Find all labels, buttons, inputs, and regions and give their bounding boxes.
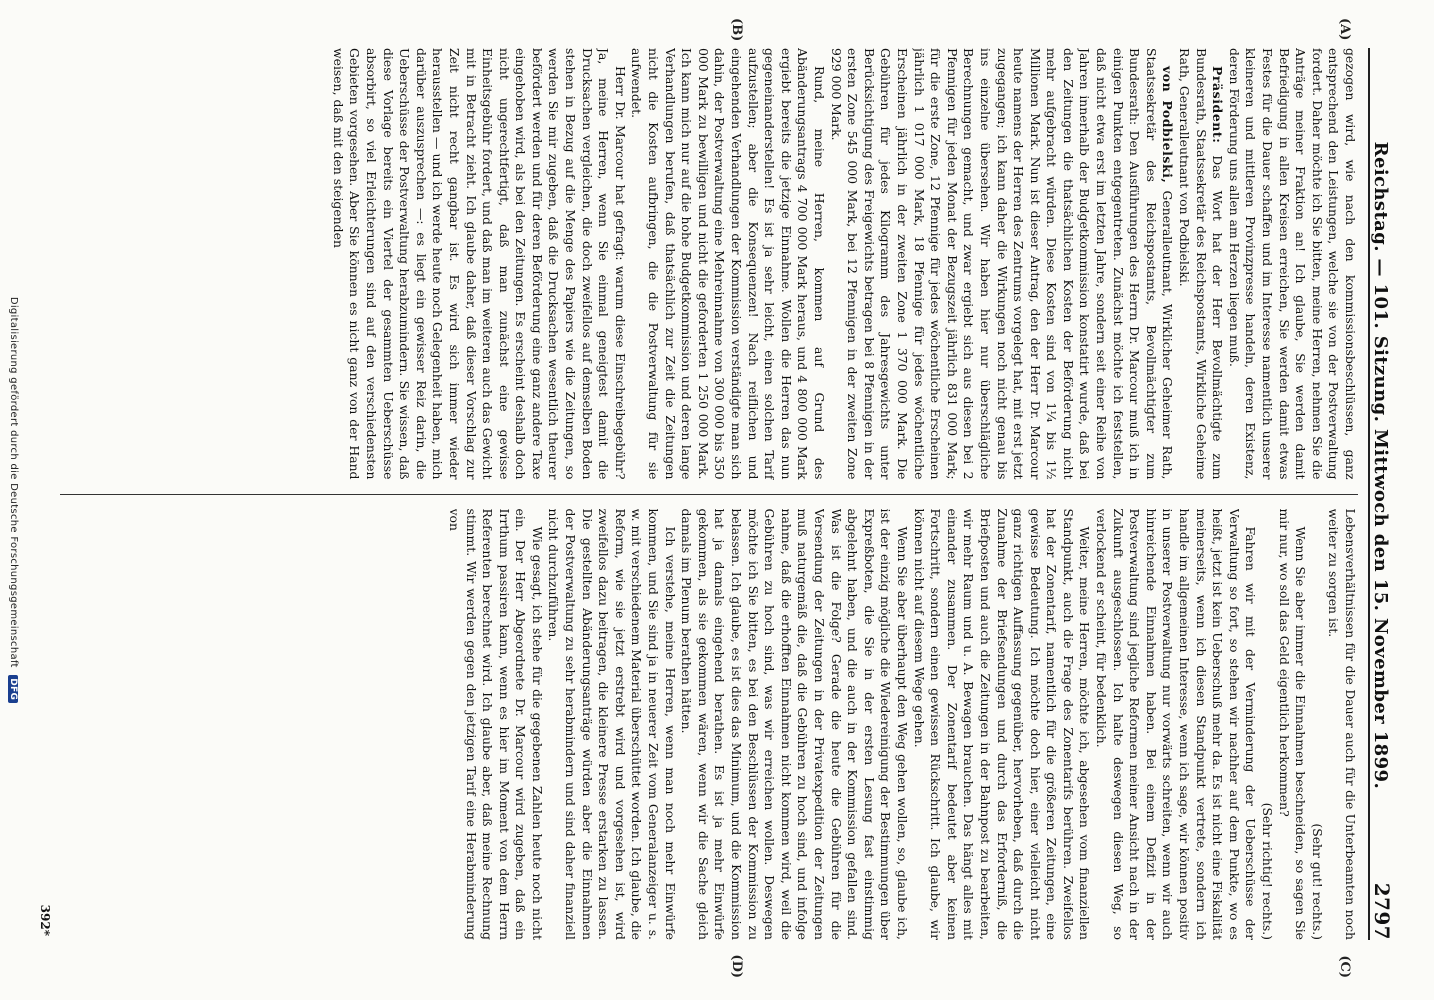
right-column [60, 509, 1358, 941]
margin-marker-b: (B) [729, 18, 744, 42]
page-number: 2797 [1370, 882, 1394, 940]
digitization-footer [8, 0, 19, 1000]
paragraph: Herr Dr. Marcour hat gefragt: warum diese Einschreibegebühr? Ja, meine Herren, wenn Sie einmal geneigtest damit die Drucksachen vergleichen, die doch zweifellos auf demselben Boden stehen in Bezug auf die Menge des Papiers wie die Zeitungen, so werden Sie mir zugeben, daß die Drucksachen wesentlich theurer befördert werden und für deren Beförderung eine ganz andere Taxe eingehoben wird, als bei den Zeitungen. Es erscheint deshalb doch nicht ungerechtfertigt, daß man zunächst eine gewisse Einheitsgebühr fordert, und daß man im weiteren auch das Gewicht mit in Betracht zieht. Ich glaube daher, daß dieser Vorschlag zur Zeit nicht recht gangbar ist. Es wird sich immer wieder herausstellen — und ich werde heute noch Gelegenheit haben, mich darüber auszusprechen —: es liegt ein gewisser Reiz darin, die Ueberschüsse der Postverwaltung herabzumindern. Sie wissen, daß diese Vorlage bereits ein Viertel der gesammten Ueberschüsse absorbirt, so viel Erleichterungen sind auf den verschiedensten Gebieten vorgesehen. Aber Sie können es nicht ganz von der Hand weisen, daß mit den steigenden [330, 48, 628, 480]
margin-marker-c: (C) [1337, 955, 1352, 978]
speaker-name: Präsident: [1210, 66, 1226, 144]
dfg-logo-icon: DFG [8, 675, 18, 703]
paragraph: Wenn Sie aber überhaupt den Weg gehen wollen, so, glaube ich, ist der einzig mögliche die Wiedereinigung der Bestimmungen über Expreßboten, die Sie in der ersten Lesung fast einstimmig abgelehnt haben, und die auch in der Kommission gefallen sind. Was ist die Folge? Gerade die heute die Gebühren für die Versendung der Zeitungen in der Privatexpedition der Zeitungen muß naturgemäß die, daß die Gebühren zu hoch sind, und infolge nahme, daß die erhofften Einnahmen nicht kommen wird, weil die Gebühren zu hoch sind, was wir erreichen wollen. Deswegen möchte ich Sie bitten, es bei den Beschlüssen der Kommission zu belassen. Ich glaube, es ist dies das Minimum, und die Kommission hat ja damals eingehend berathen. Es ist ja mehr Einwürfe gekommen, als sie gekommen wären, wenn wir die Sache gleich damals im Plenum berathen hätten. [679, 508, 910, 940]
column-divider [60, 494, 1358, 495]
page-header [1368, 48, 1404, 940]
paragraph-text: Das Wort hat der Herr Bevollmächtigte zum Bundesrath, Staatssekretär des Reichspostamts, Wirkliche Geheime Rath, Generalleutnant von Podbielski. [1177, 48, 1226, 480]
left-column [60, 48, 1358, 480]
header-title: Reichstag. — 101. Sitzung. Mittwoch den 15. November 1899. [1370, 141, 1391, 790]
margin-marker-a: (A) [1337, 18, 1352, 41]
paragraph: Weiter, meine Herren, möchte ich, abgesehen vom finanziellen Standpunkt, auch die Frage des Zonentarifs berühren. Zweifellos hat der Zonentarif, namentlich für die größeren Zeitungen, eine gewisse Bedeutung. Ich möchte doch hier, einer vielleicht nicht ganz richtigen Auffassung gegenüber, hervorheben, daß durch die Zunahme der Briefsendungen und durch das Erforderniß, die Briefposten und auch die Zeitungen in der Bahnpost zu bearbeiten, wir mehr Raum und u. A. Bewagen brauchen. Das hängt alles mit einander zusammen. Der Zonentarif bedeutet aber keinen Fortschritt, sondern einen gewissen Rückschritt. Ich glaube, wir können nicht auf diesem Wege gehen. [911, 508, 1093, 940]
reaction: (Sehr richtig! rechts.) [1260, 802, 1276, 940]
paragraph [1175, 48, 1225, 480]
footer-text: Digitalisierung gefördert durch die Deutsche Forschungsgemeinschaft [8, 296, 19, 668]
paragraph: Ich verstehe, meine Herren, wenn man noch mehr Einwürfe kommen, und Sie sind ja in neuerer Zeit vom Generalanzeiger u. s. w. mit verschiedenem Material überschüttet worden. Ich glaube, die Reform, wie sie jetzt erstrebt wird und vorgesehen ist, wird zweifellos dazu beitragen, die kleinere Presse erstarken zu lassen. Die gestellten Abänderungsanträge würden aber die Einnahmen der Postverwaltung zu sehr herabmindern und sind daher finanziell nicht durchzuführen. [546, 508, 678, 940]
paragraph: Rund, meine Herren, kommen auf Grund des Abänderungsantrags 4 700 000 Mark heraus, und 4 800 000 Mark ergiebt bereits die jetzige Einnahme. Wollen die Herren das nun gegeneinanderstellen! Es ist ja sehr leicht, einen solchen Tarif aufzustellen; aber die Konsequenzen! Nach reiflichen und eingehenden Verhandlungen der Kommission verständigte man sich dahin, der Postverwaltung eine Mehreinnahme von 300 000 bis 350 000 Mark zu bewilligen und nicht die geforderten 1 250 000 Mark. Ich kann mich nur auf die hohe Budgetkommission und deren lange Verhandlungen berufen, daß thatsächlich zur Zeit die Zeitungen nicht die Kosten aufbringen, die die Postverwaltung für sie aufwendet. [629, 48, 827, 480]
paragraph [827, 48, 1175, 480]
paragraph: Lebensverhältnissen für die Dauer auch für die Unterbeamten noch weiter zu sorgen ist. [1326, 508, 1358, 940]
paragraph-text: Generalleutnant, Wirklicher Geheimer Rath, Staatssekretär des Reichspostamts, Bevollmächtigter zum Bundesrath: Den Ausführungen des Herrn Dr. Marcour muß ich in einigen Punkten entgegentreten. Zunächst möchte ich feststellen, daß nicht etwa erst im letzten Jahre, sondern seit einer Reihe von Jahren innerhalb der Budgetkommission konstatirt wurde, daß bei den Zeitungen die thatsächlichen Kosten der Beförderung nicht mehr aufgebracht würden. Diese Kosten sind von 1¼ bis 1½ Millionen Mark. Nun ist dieser Antrag, den der Herr Dr. Marcour heute namens der Herren des Zentrums vorgelegt hat, mit erst jetzt zugegangen; ich kann daher die Wirkungen noch nicht genau bis ins einzelne übersehen. Wir haben hier nur überschlägliche Berechnungen gemacht, und zwar ergiebt sich aus diesen bei 2 Pfennigen für jeden Monat der Bezugszeit jährlich 831 000 Mark; für die erste Zone, 12 Pfennige für jedes wöchentliche Erscheinen jährlich 1 017 000 Mark, 18 Pfennige für jedes wöchentliche Erscheinen jährlich in der zweiten Zone 1 370 000 Mark. Die Gebühren für jedes Kilogramm des Jahresgewichts unter Berücksichtigung des Freigewichts betragen bei 8 Pfennigen in der ersten Zone 545 000 Mark, bei 12 Pfennigen in der zweiten Zone 929 000 Mark. [828, 48, 1176, 480]
speaker-name: von Podbielski, [1160, 66, 1176, 184]
paragraph: gezogen wird, wie nach den kommissionsbeschlüssen, ganz entsprechend den Leistungen, welche sie von der Postverwaltung fordert. Daher möchte ich Sie bitten, meine Herren, nehmen Sie die Anträge meiner Fraktion an! Ich glaube, Sie werden damit Befriedigung in allen Kreisen erreichen, Sie werden damit etwas Festes für die Dauer schaffen und im Interesse namentlich unserer kleineren und mittleren Provinzpresse handeln, deren Existenz, deren Förderung uns allen am Herzen liegen muß. [1226, 48, 1358, 480]
reaction: (Sehr gut! rechts.) [1309, 823, 1325, 940]
sheet-signature: 392* [38, 904, 52, 936]
text-columns [60, 48, 1358, 940]
paragraph: Fahren wir mit der Verminderung der Ueberschüsse der Verwaltung so fort, so stehen wir nachher auf dem Punkte, wo es heißt, jetzt ist kein Ueberschuß mehr da. Es ist nicht eine Fiskalität meinerseits, wenn ich diesen Standpunkt vertrete, sondern ich handle im allgemeinen Interesse, wenn ich sage, wir können positiv in unserer Postverwaltung nur vorwärts schreiten, wenn wir auch hinreichende Einnahmen haben. Bei einem Defizit in der Postverwaltung sind jegliche Reformen meiner Ansicht nach in der Zukunft ausgeschlossen. Ich halte deswegen diesen Weg, so verlockend er scheint, für bedenklich. [1094, 508, 1259, 940]
margin-marker-d: (D) [729, 954, 744, 978]
paragraph: Wie gesagt, ich stehe für die gegebenen Zahlen heute noch nicht ein. Der Herr Abgeordnete Dr. Marcour wird zugeben, daß ein Irrthum passiren kann, wenn es hier im Moment von dem Herrn Referenten berechnet wird. Ich glaube aber, daß meine Rechnung stimmt. Wir werden gegen den jetzigen Tarif eine Herabminderung von [446, 508, 545, 940]
paragraph: Wenn Sie aber immer die Einnahmen beschneiden, so sagen Sie mir nur, wo soll das Geld eigentlich herkommen? [1276, 508, 1309, 940]
